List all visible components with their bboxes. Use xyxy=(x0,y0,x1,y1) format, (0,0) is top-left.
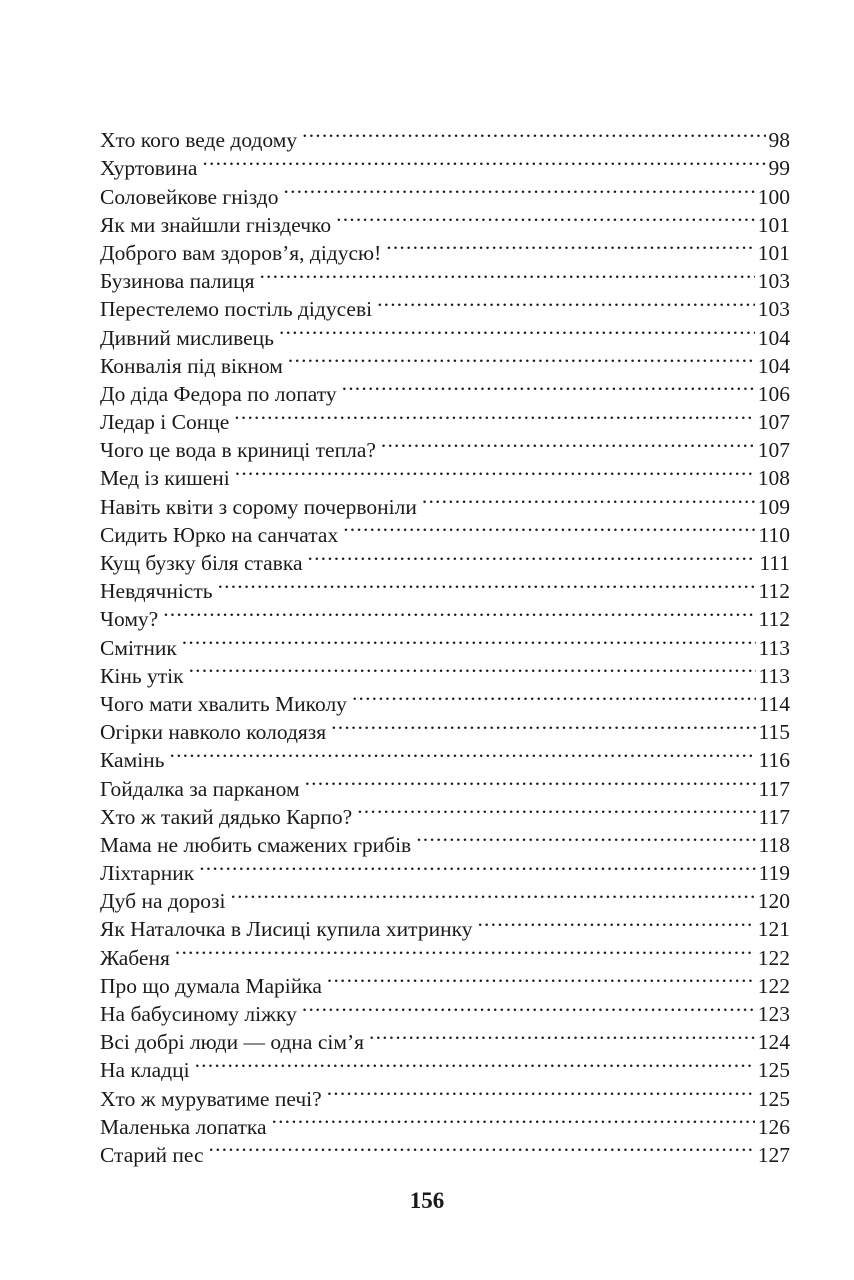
dot-leader xyxy=(231,880,755,908)
toc-entry xyxy=(100,175,790,209)
toc-entry xyxy=(100,655,790,688)
toc-entry-page: 98 xyxy=(768,128,790,153)
dot-leader xyxy=(386,232,754,260)
dot-leader xyxy=(342,373,755,401)
toc-entry-title: Хто ж муруватиме печі? xyxy=(100,1086,322,1111)
toc-entry-title: На кладці xyxy=(100,1058,190,1083)
dot-leader xyxy=(305,767,756,795)
toc-entry xyxy=(100,683,790,716)
dot-leader xyxy=(302,993,755,1021)
toc-entry-page: 124 xyxy=(757,1030,790,1055)
toc-entry-page: 99 xyxy=(768,156,790,181)
toc-entry-title: На бабусиному ліжку xyxy=(100,1002,297,1026)
toc-entry xyxy=(100,119,790,153)
dot-leader xyxy=(477,908,754,936)
toc-entry-page: 109 xyxy=(757,494,790,519)
toc-entry xyxy=(100,598,790,632)
dot-leader xyxy=(416,824,755,852)
dot-leader xyxy=(182,626,756,654)
toc-entry xyxy=(100,767,790,801)
dot-leader xyxy=(272,1106,755,1134)
toc-entry-page: 112 xyxy=(758,607,790,632)
toc-entry xyxy=(100,1049,790,1083)
dot-leader xyxy=(279,316,755,344)
toc-entry-title: Ледар і Сонце xyxy=(100,410,230,435)
toc-entry-page: 101 xyxy=(757,240,790,265)
toc-entry-page: 106 xyxy=(757,381,790,406)
toc-entry-title: Смітник xyxy=(100,635,177,660)
toc-entry-title: Хто кого веде додому xyxy=(100,128,298,153)
dot-leader xyxy=(331,711,755,739)
dot-leader xyxy=(308,542,757,570)
toc-entry-page: 117 xyxy=(758,804,790,829)
toc-entry-title: Бузинова палиця xyxy=(100,269,255,294)
toc-entry-title: Старий пес xyxy=(100,1142,204,1167)
toc-entry-page: 126 xyxy=(757,1114,790,1139)
dot-leader xyxy=(202,147,765,175)
dot-leader xyxy=(352,683,756,711)
toc-entry xyxy=(100,936,790,970)
toc-entry-title: Дуб на дорозі xyxy=(100,889,226,914)
toc-entry-page: 114 xyxy=(758,691,790,716)
toc-entry-title: Чого мати хвалить Миколу xyxy=(100,691,347,716)
dot-leader xyxy=(189,655,756,683)
toc-entry-page: 122 xyxy=(757,973,790,998)
toc-entry-title: Чому? xyxy=(100,607,159,632)
toc-entry-title: Гойдалка за парканом xyxy=(100,776,300,801)
dot-leader xyxy=(357,796,755,824)
toc-entry-page: 100 xyxy=(757,184,790,209)
toc-entry xyxy=(100,147,790,181)
toc-entry-page: 122 xyxy=(757,945,790,970)
toc-entry-page: 116 xyxy=(758,748,790,773)
toc-entry-title: Невдячність xyxy=(100,579,213,604)
toc-entry-page: 103 xyxy=(757,269,790,294)
toc-entry xyxy=(100,852,790,886)
toc-entry-page: 125 xyxy=(757,1058,790,1083)
toc-entry-page: 111 xyxy=(759,551,790,575)
page-number: 156 xyxy=(409,1188,445,1213)
dot-leader xyxy=(302,119,765,147)
dot-leader xyxy=(195,1049,755,1077)
dot-leader xyxy=(422,485,755,513)
toc-entry-page: 108 xyxy=(757,466,790,491)
toc-entry-page: 119 xyxy=(758,861,790,886)
toc-entry-title: Як ми знайшли гніздечко xyxy=(100,212,332,237)
dot-leader xyxy=(218,570,756,598)
dot-leader xyxy=(377,288,755,316)
toc-entry-page: 118 xyxy=(758,832,790,857)
dot-leader xyxy=(259,260,754,288)
toc-entry-page: 107 xyxy=(757,410,790,435)
toc-entry-title: Конвалія під вікном xyxy=(100,353,283,378)
dot-leader xyxy=(327,965,755,993)
dot-leader xyxy=(288,345,755,373)
toc-entry-title: Камінь xyxy=(100,748,165,773)
toc-entry xyxy=(100,880,790,914)
toc-entry-page: 113 xyxy=(758,663,790,688)
toc-entry-page: 104 xyxy=(757,353,790,378)
toc-entry-title: Соловейкове гніздо xyxy=(100,184,279,209)
toc-entry-page: 101 xyxy=(757,212,790,237)
dot-leader xyxy=(369,1021,755,1049)
toc-entry-title: Мед із кишені xyxy=(100,466,230,491)
toc-entry-title: Маленька лопатка xyxy=(100,1114,267,1139)
toc-entry-title: Навіть квіти з сорому почервоніли xyxy=(100,494,417,519)
toc-entry-page: 104 xyxy=(757,325,790,350)
dot-leader xyxy=(170,739,756,767)
toc-entry-title: Перестелемо постіль дідусеві xyxy=(100,297,373,322)
toc-entry-title: Ліхтарник xyxy=(100,861,195,886)
toc-entry-title: Про що думала Марійка xyxy=(100,973,322,998)
toc-entry-page: 103 xyxy=(757,297,790,322)
toc-entry-title: Мама не любить смажених грибів xyxy=(100,832,412,857)
toc-entry-title: Кущ бузку біля ставка xyxy=(100,551,303,575)
dot-leader xyxy=(343,514,755,542)
toc-entry-title: Огірки навколо колодязя xyxy=(100,720,327,745)
toc-entry-title: Доброго вам здоров’я, дідусю! xyxy=(100,240,382,265)
toc-entry-page: 123 xyxy=(757,1002,790,1026)
toc-entry-page: 115 xyxy=(758,720,790,745)
toc-entry-page: 121 xyxy=(757,917,790,942)
dot-leader xyxy=(199,852,755,880)
dot-leader xyxy=(209,1134,755,1162)
dot-leader xyxy=(234,401,754,429)
toc-entry-title: Дивний мисливець xyxy=(100,325,274,350)
toc-entry-page: 113 xyxy=(758,635,790,660)
table-of-contents xyxy=(100,119,790,1167)
toc-entry-page: 107 xyxy=(757,438,790,463)
toc-entry-title: Всі добрі люди — одна сім’я xyxy=(100,1030,365,1055)
dot-leader xyxy=(336,204,755,232)
toc-entry-title: Як Наталочка в Лисиці купила хитринку xyxy=(100,917,473,942)
dot-leader xyxy=(163,598,755,626)
toc-entry-title: Жабеня xyxy=(100,945,170,970)
toc-entry-title: Хто ж такий дядько Карпо? xyxy=(100,804,353,829)
toc-entry-page: 117 xyxy=(758,776,790,801)
dot-leader xyxy=(175,936,755,964)
toc-entry-page: 120 xyxy=(757,889,790,914)
toc-entry xyxy=(100,965,790,998)
toc-entry-title: До діда Федора по лопату xyxy=(100,381,337,406)
dot-leader xyxy=(235,457,755,485)
toc-entry-page: 112 xyxy=(758,579,790,604)
dot-leader xyxy=(381,429,755,457)
toc-entry-page: 125 xyxy=(757,1086,790,1111)
toc-entry xyxy=(100,739,790,773)
toc-entry xyxy=(100,626,790,660)
toc-entry-title: Хуртовина xyxy=(100,156,198,181)
toc-entry-title: Сидить Юрко на санчатах xyxy=(100,522,339,547)
toc-entry-page: 127 xyxy=(757,1142,790,1167)
toc-entry-title: Чого це вода в криниці тепла? xyxy=(100,438,376,463)
dot-leader xyxy=(284,175,755,203)
toc-entry-page: 110 xyxy=(758,522,790,547)
dot-leader xyxy=(327,1077,755,1105)
toc-entry xyxy=(100,1077,790,1111)
toc-entry-title: Кінь утік xyxy=(100,663,184,688)
